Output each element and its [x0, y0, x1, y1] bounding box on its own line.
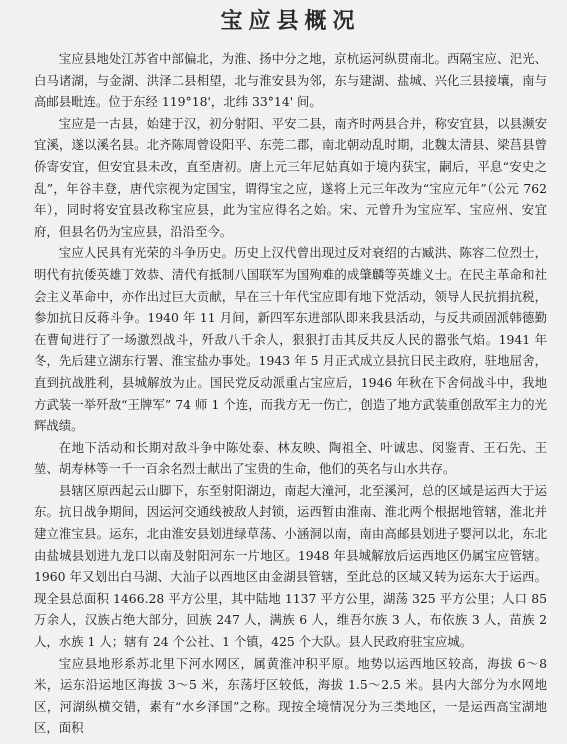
page-title: 宝应县概况 [220, 8, 361, 34]
paragraph-struggle: 宝应人民具有光荣的斗争历史。历史上汉代曾出现过反对衰绍的古臧洪、陈容二位烈士，明代有抗倭英雄丁效恭、清代有抵制八国联军为国殉难的成肇麟等英雄义士。在民主革命和社会主义革命中，亦作出过巨大贡献，早在三十年代宝应即有地下党活动，领导人民抗捐抗税，参加抗日反蒋斗争。1940 年 11 月间，新四军东进部队即来我县活动，与反共顽固派韩德勤在曹甸进行了一场激烈战斗，歼敌八千余人，狠狠打击其反共反人民的嚣张气焰。1941 年冬，先后建立湖东行署、淮宝盐办事处。1943 年 5 月正式成立县抗日民主政府，驻地屈舍，直到抗战胜利，县城解放为止。国民党反动派重占宝应后，1946 年秋在下舍伺战斗中，我地方武装一举歼敌“王牌军” 74 师 1 个连，而我方无一伤亡，创造了地方武装重创敌军主力的光辉战绩。 [34, 245, 547, 434]
paragraph-martyrs: 在地下活动和长期对敌斗争中陈处泰、林友映、陶祖全、叶诚忠、闵鉴青、王石先、王堃、胡寿林等一千一百余名烈士献出了宝贵的生命，他们的英名与山水共存。 [34, 439, 547, 477]
paragraph-location: 宝应县地处江苏省中部偏北，为淮、扬中分之地，京杭运河纵贯南北。西隔宝应、汜光、白马诸湖，与金湖、洪泽二县相望，北与淮安县为邻，东与建湖、盐城、兴化三县接壤，南与高邮县毗连。位于东经 119°18'，北纬 33°14' 间。 [34, 51, 547, 110]
paragraph-terrain: 宝应县地形系苏北里下河水网区，属黄淮冲积平原。地势以运西地区较高，海拔 6～8 米，运东沿运地区海拔 3～5 米，东荡圩区较低，海拔 1.5～2.5 米。县内大部分为水网地区，河湖纵横交错，素有“水乡泽国”之称。现按全境情况分为三类地区，一是运西高宝湖地区，面积 [34, 655, 547, 736]
paragraph-administration: 县辖区原西起云山脚下，东至射阳湖边，南起大潼河，北至溪河，总的区域是运西大于运东。抗日战争期间，因运河交通线被敌人封锁，运西暂由淮南、淮北两个根据地管辖，淮北并建立淮宝县。运东，北由淮安县划进绿草荡、小涵洞以南，南由高邮县划进子婴河以北，东北由盐城县划进九龙口以南及射阳河东一片地区。1948 年县城解放后运西地区仍属宝应管辖。1960 年又划出白马湖、大汕子以西地区由金湖县管辖，至此总的区域又转为运东大于运西。现全县总面积 1466.28 平方公里，其中陆地 1137 平方公里，湖荡 325 平方公里；人口 85 万余人，汉族占绝大部分，回族 247 人，满族 6 人，维吾尔族 3 人，布依族 3 人，苗族 2 人，水族 1 人；辖有 24 个公社、1 个镇，425 个大队。县人民政府驻宝应城。 [34, 482, 547, 650]
paragraph-history: 宝应是一古县，始建于汉，初分射阳、平安二县，南齐时两县合并，称安宜县，以县濒安宜溪，遂以溪名县。北齐陈周曾设阳平、东莞二郡，南北朝动乱时期，北魏太清县、梁莒县曾侨寄安宜，但安宜县未改，直至唐初。唐上元三年尼姑真如于境内获宝，嗣后，平息“安史之乱”，年谷丰登，唐代宗视为定国宝，谓得宝之应，遂将上元三年改为“宝应元年”（公元 762 年），同时将安宜县改称宝应县，此为宝应得名之始。宋、元曾升为宝应军、宝应州、安宜府，但县名仍为宝应县，沿沿至今。 [34, 115, 547, 239]
